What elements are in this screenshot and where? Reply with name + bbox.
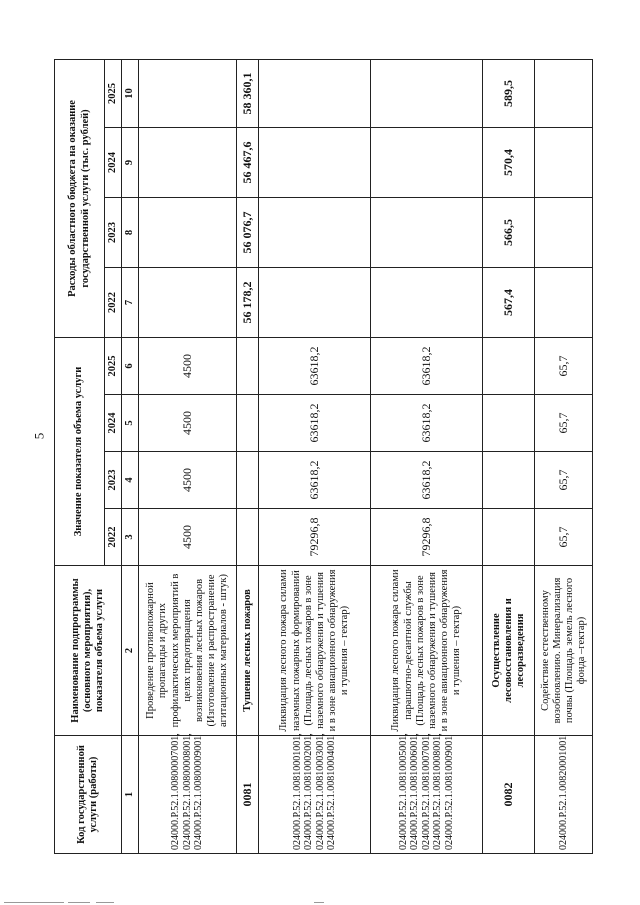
page-number: 5 [31, 432, 47, 440]
cell-value [237, 452, 259, 509]
col-number: 2 [122, 566, 139, 736]
cell-value: 79296,8 [259, 509, 371, 566]
cell-value: 63618,2 [371, 452, 483, 509]
year-volume-2022: 2022 [105, 509, 122, 566]
services-table [54, 59, 593, 854]
scan-edge-marks [0, 897, 640, 905]
cell-value: 63618,2 [259, 452, 371, 509]
table-row [237, 59, 259, 853]
cell-name: Ликвидация лесного пожара силами парашютно-десантной службы (Площадь лесных пожаров в зоне наземного обнаружения и тушения и в зоне авиационного обнаружения и тушения – гектар) [371, 566, 483, 736]
cell-name: Ликвидация лесного пожара силами наземных пожарных формирований (Площадь лесных пожаров в зоне наземного обнаружения и тушения и в зоне авиационного обнаружения и тушения – гектар) [259, 566, 371, 736]
cell-name: Проведение противопожарной пропаганды и других профилактических мероприятий в целях предотвращения возникновения лесных пожаров (Изготовление и распространение агитационных материалов - штук) [139, 566, 237, 736]
cell-code: 024000.Р.52.1.00810001001, 024000.Р.52.1.00810002001, 024000.Р.52.1.00810003001, 024000.Р.52.1.00810004001 [259, 736, 371, 854]
cell-budget [259, 197, 371, 267]
cell-budget: 567,4 [483, 267, 535, 337]
cell-value [237, 509, 259, 566]
year-budget-2024: 2024 [105, 127, 122, 197]
col-number: 3 [122, 509, 139, 566]
table-row [139, 59, 237, 853]
cell-value [483, 509, 535, 566]
header-budget: Расходы областного бюджета на оказание государственной услуги (тыс. рублей) [55, 59, 105, 337]
year-budget-2023: 2023 [105, 197, 122, 267]
year-volume-2023: 2023 [105, 452, 122, 509]
cell-value: 4500 [139, 395, 237, 452]
cell-budget: 56 178,2 [237, 267, 259, 337]
cell-value [483, 395, 535, 452]
cell-budget [259, 127, 371, 197]
cell-budget: 58 360,1 [237, 59, 259, 127]
cell-value: 63618,2 [259, 337, 371, 394]
col-number: 8 [122, 197, 139, 267]
cell-name: Осуществление лесовосстановления и лесоразведения [483, 566, 535, 736]
cell-budget [371, 197, 483, 267]
cell-budget [371, 127, 483, 197]
cell-value [483, 337, 535, 394]
cell-value: 63618,2 [371, 395, 483, 452]
year-volume-2024: 2024 [105, 395, 122, 452]
rotated-sheet [54, 60, 594, 854]
year-volume-2025: 2025 [105, 337, 122, 394]
cell-budget [535, 267, 593, 337]
cell-value: 65,7 [535, 337, 593, 394]
cell-budget: 56 076,7 [237, 197, 259, 267]
cell-code: 024000.Р.52.1.00820001001 [535, 736, 593, 854]
cell-value: 4500 [139, 452, 237, 509]
cell-value: 65,7 [535, 509, 593, 566]
header-code: Код государственной услуги (работы) [55, 736, 122, 854]
cell-budget [139, 127, 237, 197]
cell-value [237, 395, 259, 452]
cell-budget [259, 267, 371, 337]
cell-budget: 570,4 [483, 127, 535, 197]
cell-value: 63618,2 [371, 337, 483, 394]
cell-budget [535, 59, 593, 127]
cell-budget [371, 267, 483, 337]
cell-budget [535, 127, 593, 197]
col-number: 6 [122, 337, 139, 394]
cell-value [483, 452, 535, 509]
cell-budget [139, 59, 237, 127]
table-row [371, 59, 483, 853]
cell-value: 63618,2 [259, 395, 371, 452]
table-row [259, 59, 371, 853]
header-volume: Значение показателя объема услуги [55, 337, 105, 565]
cell-budget: 566,5 [483, 197, 535, 267]
cell-value: 65,7 [535, 452, 593, 509]
cell-budget: 56 467,6 [237, 127, 259, 197]
cell-code: 0081 [237, 736, 259, 854]
cell-budget [139, 197, 237, 267]
col-number: 10 [122, 59, 139, 127]
cell-code: 0082 [483, 736, 535, 854]
cell-budget [139, 267, 237, 337]
cell-value [237, 337, 259, 394]
table-row [483, 59, 535, 853]
cell-value: 79296,8 [371, 509, 483, 566]
cell-value: 65,7 [535, 395, 593, 452]
cell-value: 4500 [139, 509, 237, 566]
cell-value: 4500 [139, 337, 237, 394]
cell-code: 024000.Р.52.1.00800007001, 024000.Р.52.1.00800008001, 024000.Р.52.1.00800009001 [139, 736, 237, 854]
table-row [535, 59, 593, 853]
col-number: 9 [122, 127, 139, 197]
col-number: 5 [122, 395, 139, 452]
cell-name: Тушение лесных пожаров [237, 566, 259, 736]
header-name: Наименование подпрограммы (основного мероприятия), показателя объема услуги [55, 566, 122, 736]
year-budget-2025: 2025 [105, 59, 122, 127]
cell-budget: 589,5 [483, 59, 535, 127]
cell-budget [259, 59, 371, 127]
col-number: 7 [122, 267, 139, 337]
cell-budget [535, 197, 593, 267]
cell-name: Содействие естественному возобновлению. Минерализация почвы (Площадь земель лесного фонда –гектар) [535, 566, 593, 736]
cell-code: 024000.Р.52.1.00810005001, 024000.Р.52.1.00810006001, 024000.Р.52.1.00810007001, 024000.Р.52.1.00810008001, 024000.Р.52.1.00810009001 [371, 736, 483, 854]
cell-budget [371, 59, 483, 127]
year-budget-2022: 2022 [105, 267, 122, 337]
col-number: 4 [122, 452, 139, 509]
col-number: 1 [122, 736, 139, 854]
